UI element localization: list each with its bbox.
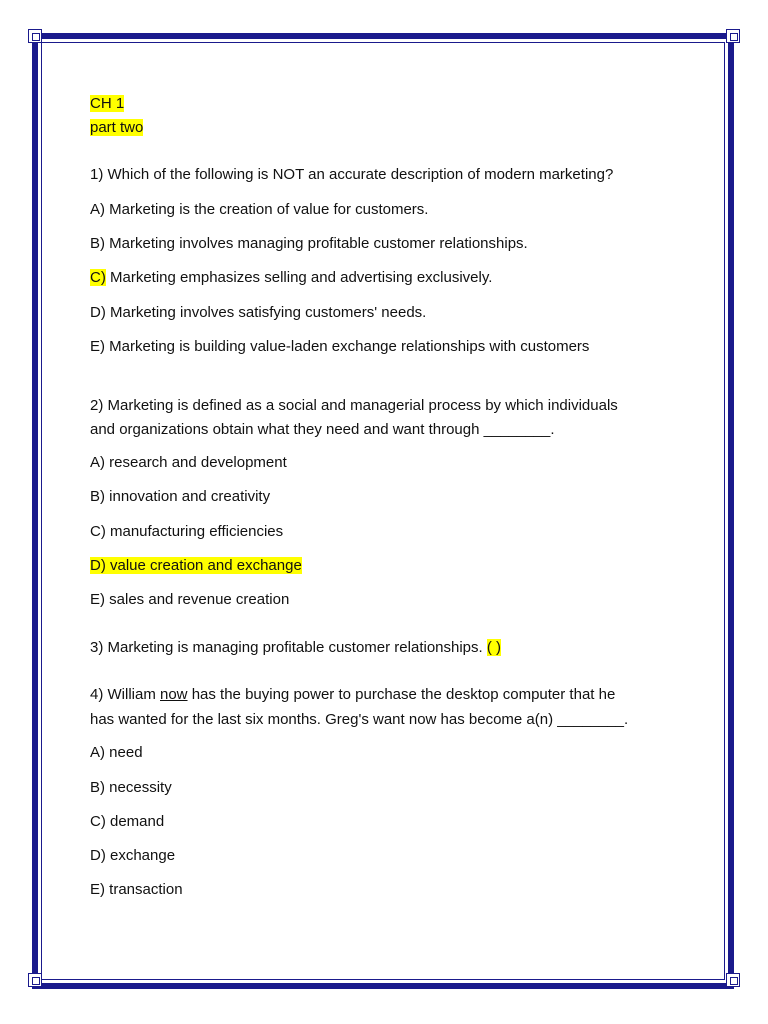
part-heading: part two: [90, 119, 144, 136]
q3-answer-blank: ( ): [486, 639, 502, 656]
q2-option-c: C) manufacturing efficiencies: [90, 523, 284, 540]
corner-ornament: [28, 973, 42, 987]
question-2-stem-line2: and organizations obtain what they need and want through ________.: [90, 421, 555, 438]
q4-option-e: E) transaction: [90, 881, 183, 898]
q2-option-a: A) research and development: [90, 454, 287, 471]
q4-option-c: C) demand: [90, 813, 165, 830]
q1-option-e: E) Marketing is building value-laden exchange relationships with customers: [90, 338, 590, 355]
q1-option-a: A) Marketing is the creation of value for customers.: [90, 201, 429, 218]
q1-option-d: D) Marketing involves satisfying customers' needs.: [90, 304, 427, 321]
q2-option-d: D) value creation and exchange: [90, 557, 302, 574]
q4-option-b: B) necessity: [90, 779, 172, 796]
corner-ornament: [726, 973, 740, 987]
question-4-stem-line2: has wanted for the last six months. Greg's want now has become a(n) ________.: [90, 711, 629, 728]
q1-option-c: C) Marketing emphasizes selling and advertising exclusively.: [90, 269, 493, 286]
question-3: 3) Marketing is managing profitable customer relationships. ( ): [90, 639, 502, 656]
chapter-heading: CH 1: [90, 95, 125, 112]
q4-option-d: D) exchange: [90, 847, 176, 864]
q1-answer-marker: C): [90, 269, 106, 286]
question-4-stem-line1: 4) William now has the buying power to purchase the desktop computer that he: [90, 686, 616, 703]
q2-option-b: B) innovation and creativity: [90, 488, 271, 505]
q1-option-b: B) Marketing involves managing profitable customer relationships.: [90, 235, 528, 252]
q2-option-e: E) sales and revenue creation: [90, 591, 290, 608]
question-1-stem: 1) Which of the following is NOT an accurate description of modern marketing?: [90, 166, 614, 183]
question-2-stem-line1: 2) Marketing is defined as a social and managerial process by which individuals: [90, 397, 618, 414]
q4-option-a: A) need: [90, 744, 143, 761]
corner-ornament: [28, 29, 42, 43]
corner-ornament: [726, 29, 740, 43]
